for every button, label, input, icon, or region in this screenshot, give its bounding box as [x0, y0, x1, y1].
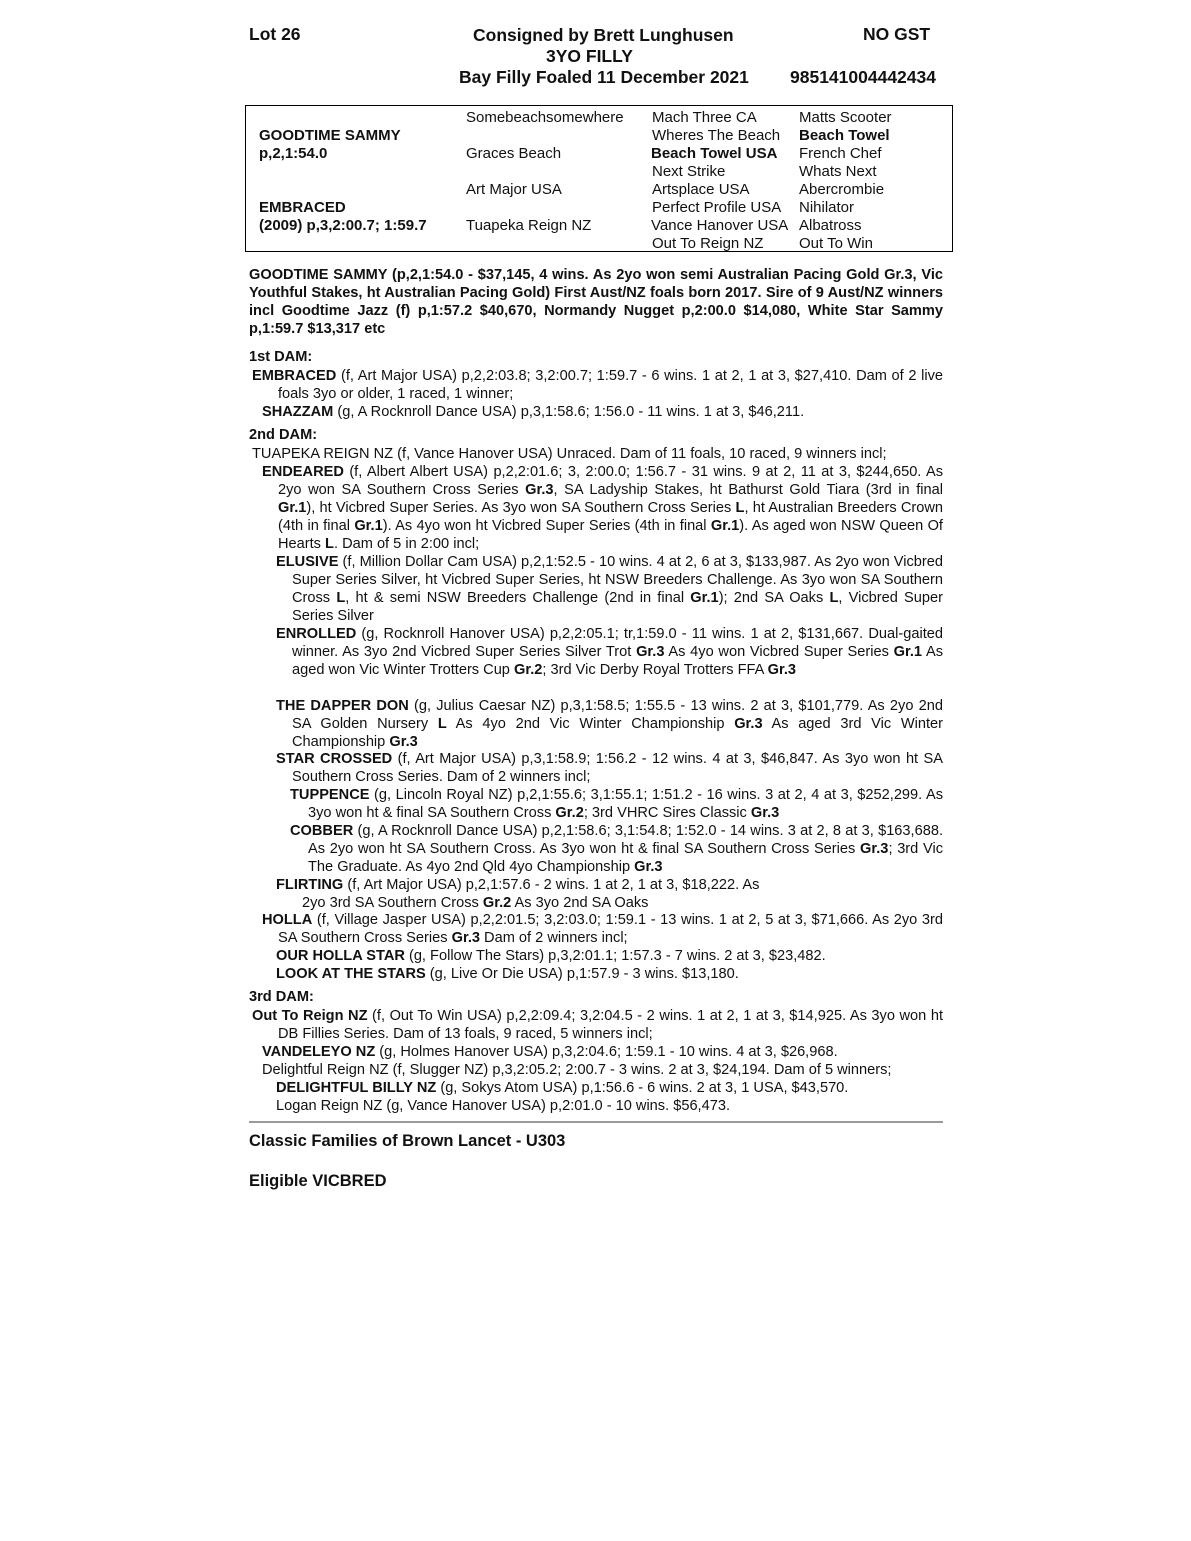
sex-age: 3YO FILLY: [546, 46, 633, 66]
progeny-entry-vandeleyo: VANDELEYO NZ (g, Holmes Hanover USA) p,3,2:04.6; 1:59.1 - 10 wins. 4 at 3, $26,968.: [262, 1044, 838, 1060]
progeny-entry-look-at-the-stars: LOOK AT THE STARS (g, Live Or Die USA) p,1:57.9 - 3 wins. $13,180.: [276, 966, 739, 982]
pedigree-g3: Wheres The Beach: [652, 127, 781, 144]
horse-name: OUR HOLLA STAR: [276, 948, 405, 964]
pedigree-g3: Out To Reign NZ: [652, 235, 764, 252]
horse-name: ENROLLED: [276, 626, 357, 642]
pedigree-table: [245, 105, 953, 252]
pedigree-g3: Next Strike: [652, 163, 726, 180]
horse-name: HOLLA: [262, 912, 313, 928]
dam-entry-tuapeka-reign: TUAPEKA REIGN NZ (f, Vance Hanover USA) Unraced. Dam of 11 foals, 10 raced, 9 winners incl;: [252, 446, 887, 462]
pedigree-dam-dam: Tuapeka Reign NZ: [466, 217, 592, 234]
horse-name: Out To Reign NZ: [252, 1008, 368, 1024]
pedigree-sire: GOODTIME SAMMY: [259, 127, 401, 144]
progeny-entry-the-dapper-don: THE DAPPER DON (g, Julius Caesar NZ) p,3,1:58.5; 1:55.5 - 13 wins. 2 at 3, $101,779. As 2yo 2nd SA Golden Nursery L As 4yo 2nd Vic Winter Championship Gr.3 As aged 3rd Vic Winter Championship Gr.3: [276, 698, 943, 750]
pedigree-g4: Matts Scooter: [799, 109, 892, 126]
pedigree-g4: Beach Towel: [799, 127, 890, 144]
sire-summary: GOODTIME SAMMY (p,2,1:54.0 - $37,145, 4 wins. As 2yo won semi Australian Pacing Gold Gr.3, Vic Youthful Stakes, ht Australian Pacing Gold) First Aust/NZ foals born 2017. Sire of 9 Aust/NZ winners incl Goodtime Jazz (f) p,1:57.2 $40,670, Normandy Nugget p,2:00.0 $14,080, White Star Sammy p,1:59.7 $13,317 etc: [249, 267, 943, 337]
pedigree-sire-record: p,2,1:54.0: [259, 145, 328, 162]
horse-name: EMBRACED: [252, 368, 337, 384]
pedigree-g4: Abercrombie: [799, 181, 885, 198]
progeny-entry-shazzam: SHAZZAM (g, A Rocknroll Dance USA) p,3,1:58.6; 1:56.0 - 11 wins. 1 at 3, $46,211.: [262, 404, 805, 420]
progeny-entry-holla: HOLLA (f, Village Jasper USA) p,2,2:01.5; 3,2:03.0; 1:59.1 - 13 wins. 1 at 2, 5 at 3, $71,666. As 2yo 3rd SA Southern Cross Series Gr.3 Dam of 2 winners incl;: [262, 912, 943, 946]
gst-status: NO GST: [863, 24, 931, 44]
pedigree-g4: Out To Win: [799, 235, 873, 252]
lot-number: Lot 26: [249, 24, 301, 44]
horse-name: DELIGHTFUL BILLY NZ: [276, 1080, 437, 1096]
pedigree-dam-record: (2009) p,3,2:00.7; 1:59.7: [259, 217, 427, 234]
first-dam-heading: 1st DAM:: [249, 349, 313, 365]
pedigree-g3: Artsplace USA: [652, 181, 750, 198]
progeny-entry-star-crossed: STAR CROSSED (f, Art Major USA) p,3,1:58.9; 1:56.2 - 12 wins. 4 at 3, $46,847. As 3yo won ht SA Southern Cross Series. Dam of 2 winners incl;: [276, 751, 943, 785]
progeny-entry-logan-reign: Logan Reign NZ (g, Vance Hanover USA) p,2:01.0 - 10 wins. $56,473.: [276, 1098, 731, 1114]
pedigree-g3: Beach Towel USA: [651, 145, 778, 162]
pedigree-sire-dam: Graces Beach: [466, 145, 562, 162]
horse-name: ENDEARED: [262, 464, 344, 480]
horse-name: TUPPENCE: [290, 787, 370, 803]
pedigree-dam-sire: Art Major USA: [466, 181, 562, 198]
pedigree-dam: EMBRACED: [259, 199, 346, 216]
dam-entry-embraced: EMBRACED (f, Art Major USA) p,2,2:03.8; 3,2:00.7; 1:59.7 - 6 wins. 1 at 2, 1 at 3, $27,410. Dam of 2 live foals 3yo or older, 1 raced, 1 winner;: [252, 368, 943, 402]
horse-name: THE DAPPER DON: [276, 698, 409, 714]
horse-name: LOOK AT THE STARS: [276, 966, 426, 982]
horse-name: FLIRTING: [276, 877, 344, 893]
foaled-date: Bay Filly Foaled 11 December 2021: [459, 67, 749, 87]
progeny-entry-enrolled: ENROLLED (g, Rocknroll Hanover USA) p,2,2:05.1; tr,1:59.0 - 11 wins. 1 at 2, $131,667. Dual-gaited winner. As 3yo 2nd Vicbred Super Series Silver Trot Gr.3 As 4yo won Vicbred Super Series Gr.1 As aged won Vic Winter Trotters Cup Gr.2; 3rd Vic Derby Royal Trotters FFA Gr.3: [276, 626, 944, 678]
second-dam-heading: 2nd DAM:: [249, 427, 318, 443]
microchip-number: 985141004442434: [790, 67, 936, 87]
horse-name: STAR CROSSED: [276, 751, 393, 767]
horse-name: ELUSIVE: [276, 554, 339, 570]
progeny-entry-flirting-cont: 2yo 3rd SA Southern Cross Gr.2 As 3yo 2nd SA Oaks: [302, 895, 649, 911]
progeny-entry-elusive: ELUSIVE (f, Million Dollar Cam USA) p,2,1:52.5 - 10 wins. 4 at 2, 6 at 3, $133,987. As 2yo won Vicbred Super Series Silver, ht Vicbred Super Series, ht NSW Breeders Challenge. As 3yo won SA Southern Cross L, ht & semi NSW Breeders Challenge (2nd in final Gr.1); 2nd SA Oaks L, Vicbred Super Series Silver: [276, 554, 943, 624]
family-note: Classic Families of Brown Lancet - U303: [249, 1132, 566, 1150]
pedigree-g4: French Chef: [799, 145, 882, 162]
dam-entry-out-to-reign: Out To Reign NZ (f, Out To Win USA) p,2,2:09.4; 3,2:04.5 - 2 wins. 1 at 2, 1 at 3, $14,925. As 3yo won ht DB Fillies Series. Dam of 13 foals, 9 raced, 5 winners incl;: [252, 1008, 944, 1042]
pedigree-sire-sire: Somebeachsomewhere: [466, 109, 624, 126]
progeny-entry-delightful-billy: DELIGHTFUL BILLY NZ (g, Sokys Atom USA) p,1:56.6 - 6 wins. 2 at 3, 1 USA, $43,570.: [276, 1080, 849, 1096]
pedigree-g4: Albatross: [799, 217, 862, 234]
pedigree-g3: Mach Three CA: [652, 109, 757, 126]
horse-name: VANDELEYO NZ: [262, 1044, 376, 1060]
progeny-entry-cobber: COBBER (g, A Rocknroll Dance USA) p,2,1:58.6; 3,1:54.8; 1:52.0 - 14 wins. 3 at 2, 8 at 3, $163,688. As 2yo won ht SA Southern Cross. As 3yo won ht & final SA Southern Cross Series Gr.3; 3rd Vic The Graduate. As 4yo 2nd Qld 4yo Championship Gr.3: [290, 823, 943, 875]
pedigree-g4: Whats Next: [799, 163, 877, 180]
progeny-entry-tuppence: TUPPENCE (g, Lincoln Royal NZ) p,2,1:55.6; 3,1:55.1; 1:51.2 - 16 wins. 3 at 2, 4 at 3, $252,299. As 3yo won ht & final SA Southern Cross Gr.2; 3rd VHRC Sires Classic Gr.3: [290, 787, 943, 821]
divider: [249, 1121, 943, 1123]
pedigree-g4: Nihilator: [799, 199, 855, 216]
third-dam-heading: 3rd DAM:: [249, 989, 314, 1005]
pedigree-g3: Vance Hanover USA: [651, 217, 789, 234]
progeny-entry-delightful-reign: Delightful Reign NZ (f, Slugger NZ) p,3,2:05.2; 2:00.7 - 3 wins. 2 at 3, $24,194. Dam of 5 winners;: [262, 1062, 892, 1078]
progeny-entry-flirting: FLIRTING (f, Art Major USA) p,2,1:57.6 - 2 wins. 1 at 2, 1 at 3, $18,222. As: [276, 877, 760, 893]
eligibility-note: Eligible VICBRED: [249, 1172, 387, 1190]
progeny-entry-endeared: ENDEARED (f, Albert Albert USA) p,2,2:01.6; 3, 2:00.0; 1:56.7 - 31 wins. 9 at 2, 11 at 3, $244,650. As 2yo won SA Southern Cross Series Gr.3, SA Ladyship Stakes, ht Bathurst Gold Tiara (3rd in final Gr.1), ht Vicbred Super Series. As 3yo won SA Southern Cross Series L, ht Australian Breeders Crown (4th in final Gr.1). As 4yo won ht Vicbred Super Series (4th in final Gr.1). As aged won NSW Queen Of Hearts L. Dam of 5 in 2:00 incl;: [262, 464, 944, 552]
horse-name: SHAZZAM: [262, 404, 334, 420]
consignor: Consigned by Brett Lunghusen: [473, 25, 734, 45]
pedigree-g3: Perfect Profile USA: [652, 199, 782, 216]
horse-name: COBBER: [290, 823, 354, 839]
progeny-entry-our-holla-star: OUR HOLLA STAR (g, Follow The Stars) p,3,2:01.1; 1:57.3 - 7 wins. 2 at 3, $23,482.: [276, 948, 826, 964]
